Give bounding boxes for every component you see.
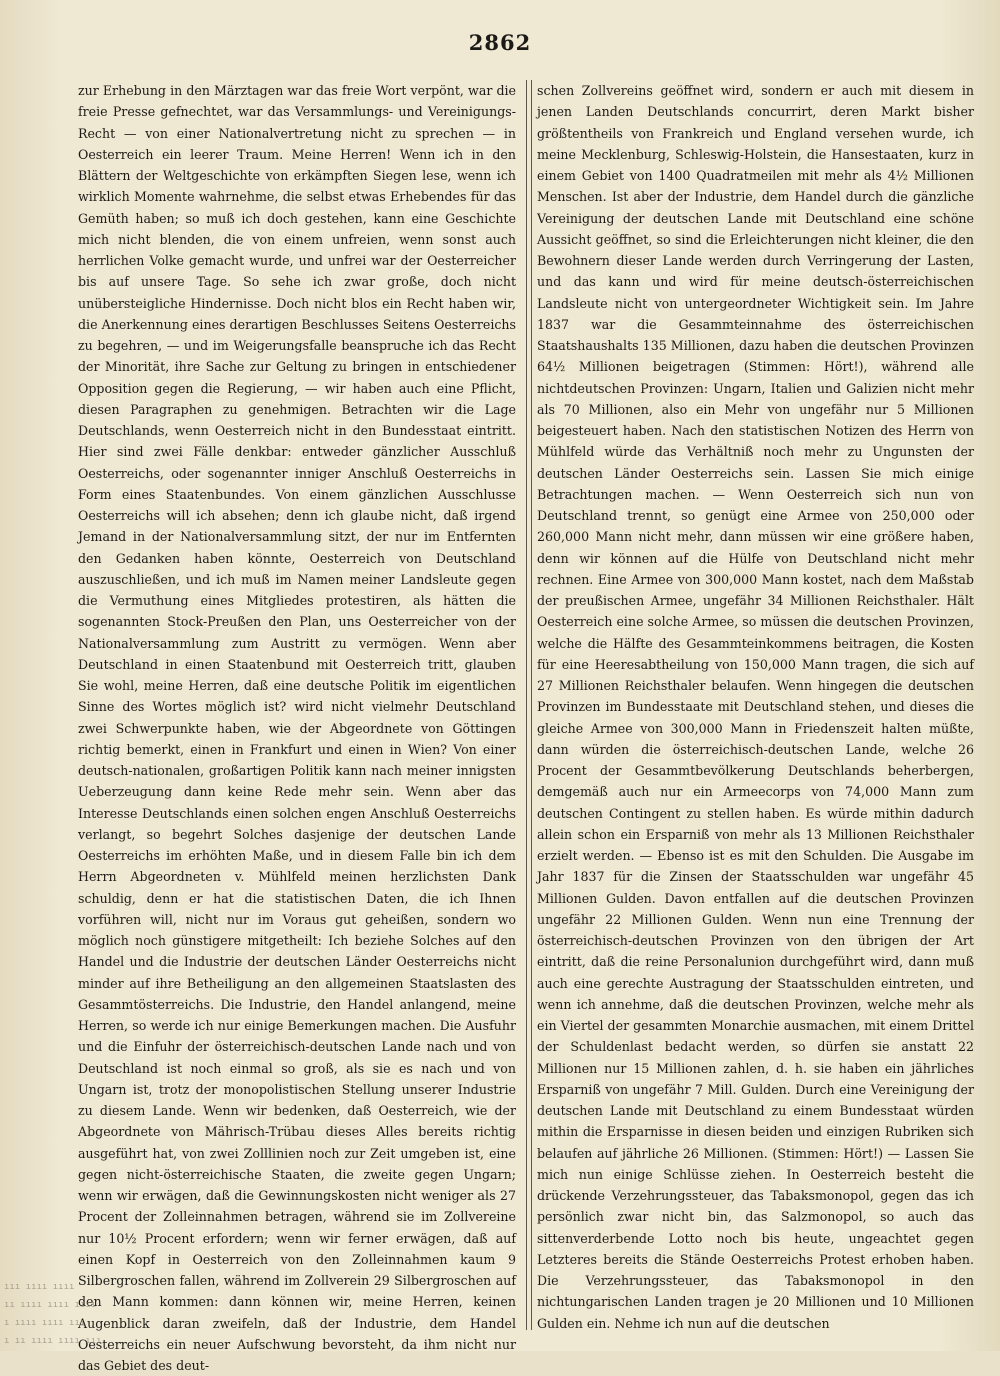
edge-mark: ıı ıııı ıııı ıııı [4, 1300, 97, 1310]
column-divider-rule [526, 80, 532, 1330]
left-text-column [78, 80, 516, 1376]
left-column-text: zur Erhebung in den Märztagen war das freie Wort verpönt, war die freie Presse gefnechtet, war das Versammlungs- und Vereinigungs-Recht — von einer Nationalvertretung nicht zu sprechen — in Oesterreich ein leerer Traum. Meine Herren! Wenn ich in den Blättern der Weltgeschichte von erkämpften Siegen lese, wenn ich wirklich Momente wahrnehme, die selbst etwas Erhebendes für das Gemüth haben; so muß ich doch gestehen, kann eine Geschichte mich nicht blenden, die von einem unfreien, wenn sonst auch herrlichen Volke gemacht wurde, und unfrei war der Oesterreicher bis auf unsere Tage. So sehe ich zwar große, doch nicht unübersteigliche Hindernisse. Doch nicht blos ein Recht haben wir, die Anerkennung eines derartigen Beschlusses Seitens Oesterreichs zu begehren, — und im Weigerungsfalle beanspruche ich das Recht der Minorität, ihre Sache zur Geltung zu bringen in entschiedener Opposition gegen die Regierung, — wir haben auch eine Pflicht, diesen Paragraphen zu genehmigen. Betrachten wir die Lage Deutschlands, wenn Oesterreich nicht in den Bundesstaat eintritt. Hier sind zwei Fälle denkbar: entweder gänzlicher Ausschluß Oesterreichs, oder sogenannter inniger Anschluß Oesterreichs in Form eines Staatenbundes. Von einem gänzlichen Ausschlusse Oesterreichs will ich absehen; denn ich glaube nicht, daß irgend Jemand in der Nationalversammlung sitzt, der nur im Entfernten den Gedanken haben könnte, Oesterreich von Deutschland auszuschließen, und ich muß im Namen meiner Landsleute gegen die Vermuthung eines Mitgliedes protestiren, als hätten die sogenannten Stock-Preußen den Plan, uns Oesterreicher von der Nationalversammlung zum Austritt zu vermögen. Wenn aber Deutschland in einen Staatenbund mit Oesterreich tritt, glauben Sie wohl, meine Herren, daß eine deutsche Politik im eigentlichen Sinne des Wortes möglich ist? wird nicht vielmehr Deutschland zwei Schwerpunkte haben, wie der Abgeordnete von Göttingen richtig bemerkt, einen in Frankfurt und einen in Wien? Von einer deutsch-nationalen, großartigen Politik kann nach meiner innigsten Ueberzeugung dann keine Rede mehr sein. Wenn aber das Interesse Deutschlands einen solchen engen Anschluß Oesterreichs verlangt, so begehrt Solches dasjenige der deutschen Lande Oesterreichs im erhöhten Maße, und in diesem Falle bin ich dem Herrn Abgeordneten v. Mühlfeld meinen herzlichsten Dank schuldig, denn er hat die statistischen Daten, die ich Ihnen vorführen will, nicht nur im Voraus gut geheißen, sondern wo möglich noch günstigere mitgetheilt: Ich beziehe Solches auf den Handel und die Industrie der deutschen Länder Oesterreichs nicht minder auf ihre Betheiligung an den allgemeinen Staatslasten des Gesammtösterreichs. Die Industrie, den Handel anlangend, meine Herren, so werde ich nur einige Bemerkungen machen. Die Ausfuhr und die Einfuhr der österreichisch-deutschen Lande nach und von Deutschland ist noch einmal so groß, als sie es nach und von Ungarn ist, trotz der monopolistischen Stellung unserer Industrie zu diesem Lande. Wenn wir bedenken, daß Oesterreich, wie der Abgeordnete von Mährisch-Trübau dieses Alles bereits richtig ausgeführt hat, von zwei Zolllinien noch zur Zeit umgeben ist, eine gegen nicht-österreichische Staaten, die zweite gegen Ungarn; wenn wir erwägen, daß die Gewinnungskosten nicht weniger als 27 Procent der Zolleinnahmen betragen, während sie im Zollvereine nur 10½ Procent erfordern; wenn wir ferner erwägen, daß auf einen Kopf in Oesterreich von den Zolleinnahmen kaum 9 Silbergroschen fallen, während im Zollverein 29 Silbergroschen auf den Mann kommen: dann können wir, meine Herren, keinen Augenblick daran zweifeln, daß der Industrie, dem Handel Oesterreichs ein neuer Aufschwung bevorsteht, da ihm nicht nur das Gebiet des deut- [78, 83, 516, 1373]
right-column-text: schen Zollvereins geöffnet wird, sondern er auch mit diesem in jenen Landen Deutschlands concurrirt, deren Markt bisher größtentheils von Frankreich und England versehen wurde, ich meine Mecklenburg, Schleswig-Holstein, die Hansestaaten, kurz in einem Gebiet von 1400 Quadratmeilen mit mehr als 4½ Millionen Menschen. Ist aber der Industrie, dem Handel durch die gänzliche Vereinigung der deutschen Lande mit Deutschland eine schöne Aussicht geöffnet, so sind die Erleichterungen nicht kleiner, die den Bewohnern dieser Lande werden durch Verringerung der Lasten, und das kann und wird für meine deutsch-österreichischen Landsleute nicht von untergeordneter Wichtigkeit sein. Im Jahre 1837 war die Gesammteinnahme des österreichischen Staatshaushalts 135 Millionen, dazu haben die deutschen Provinzen 64½ Millionen beigetragen (Stimmen: Hört!), während alle nichtdeutschen Provinzen: Ungarn, Italien und Galizien nicht mehr als 70 Millionen, also ein Mehr von ungefähr nur 5 Millionen beigesteuert haben. Nach den statistischen Notizen des Herrn von Mühlfeld würde das Verhältniß noch mehr zu Ungunsten der deutschen Länder Oesterreichs sein. Lassen Sie mich einige Betrachtungen machen. — Wenn Oesterreich sich nun von Deutschland trennt, so genügt eine Armee von 250,000 oder 260,000 Mann nicht mehr, dann müssen wir eine größere haben, denn wir können auf die Hülfe von Deutschland nicht mehr rechnen. Eine Armee von 300,000 Mann kostet, nach dem Maßstab der preußischen Armee, ungefähr 34 Millionen Reichsthaler. Hält Oesterreich eine solche Armee, so müssen die deutschen Provinzen, welche die Hälfte des Gesammteinkommens beitragen, die Kosten für eine Heeresabtheilung von 150,000 Mann tragen, die sich auf 27 Millionen Reichsthaler belaufen. Wenn hingegen die deutschen Provinzen im Bundesstaate mit Deutschland stehen, und dieses die gleiche Armee von 300,000 Mann in Friedenszeit halten müßte, dann würden die österreichisch-deutschen Lande, welche 26 Procent der Gesammtbevölkerung Deutschlands beherbergen, demgemäß auch nur ein Armeecorps von 74,000 Mann zum deutschen Contingent zu stellen haben. Es würde mithin dadurch allein schon ein Ersparniß von mehr als 13 Millionen Reichsthaler erzielt werden. — Ebenso ist es mit den Schulden. Die Ausgabe im Jahr 1837 für die Zinsen der Staatsschulden war ungefähr 45 Millionen Gulden. Davon entfallen auf die deutschen Provinzen ungefähr 22 Millionen Gulden. Wenn nun eine Trennung der österreichisch-deutschen Provinzen von den übrigen der Art eintritt, daß die reine Personalunion durchgeführt wird, dann muß auch eine gerechte Austragung der Staatsschulden eintreten, und wenn ich annehme, daß die deutschen Provinzen, welche mehr als ein Viertel der gesammten Monarchie ausmachen, mit einem Drittel der Schuldenlast bedacht werden, so dürfen sie anstatt 22 Millionen nur 15 Millionen zahlen, d. h. sie haben ein jährliches Ersparniß von ungefähr 7 Mill. Gulden. Durch eine Vereinigung der deutschen Lande mit Deutschland zu einem Bundesstaat würden mithin die Ersparnisse in diesen beiden und einzigen Rubriken sich belaufen auf jährliche 26 Millionen. (Stimmen: Hört!) — Lassen Sie mich nun einige Schlüsse ziehen. In Oesterreich besteht die drückende Verzehrungssteuer, das Tabaksmonopol, gegen das ich persönlich zwar nicht bin, das Salzmonopol, so auch das sittenverderbende Lotto noch bis heute, ungeachtet gegen Letzteres bereits die Stände Oesterreichs Protest erhoben haben. Die Verzehrungssteuer, das Tabaksmonopol in den nichtungarischen Landen tragen je 20 Millionen und 10 Millionen Gulden ein. Nehme ich nun auf die deutschen [537, 83, 974, 1331]
right-text-column [537, 80, 974, 1334]
page-number: 2862 [468, 30, 532, 55]
bleed-through-marks [4, 1278, 102, 1350]
edge-mark: ııı ıııı ıııı [4, 1282, 75, 1292]
edge-mark: ı ıı ıııı ıııı ııı [4, 1336, 102, 1346]
edge-mark: ı ıııı ıııı ııı [4, 1318, 86, 1328]
